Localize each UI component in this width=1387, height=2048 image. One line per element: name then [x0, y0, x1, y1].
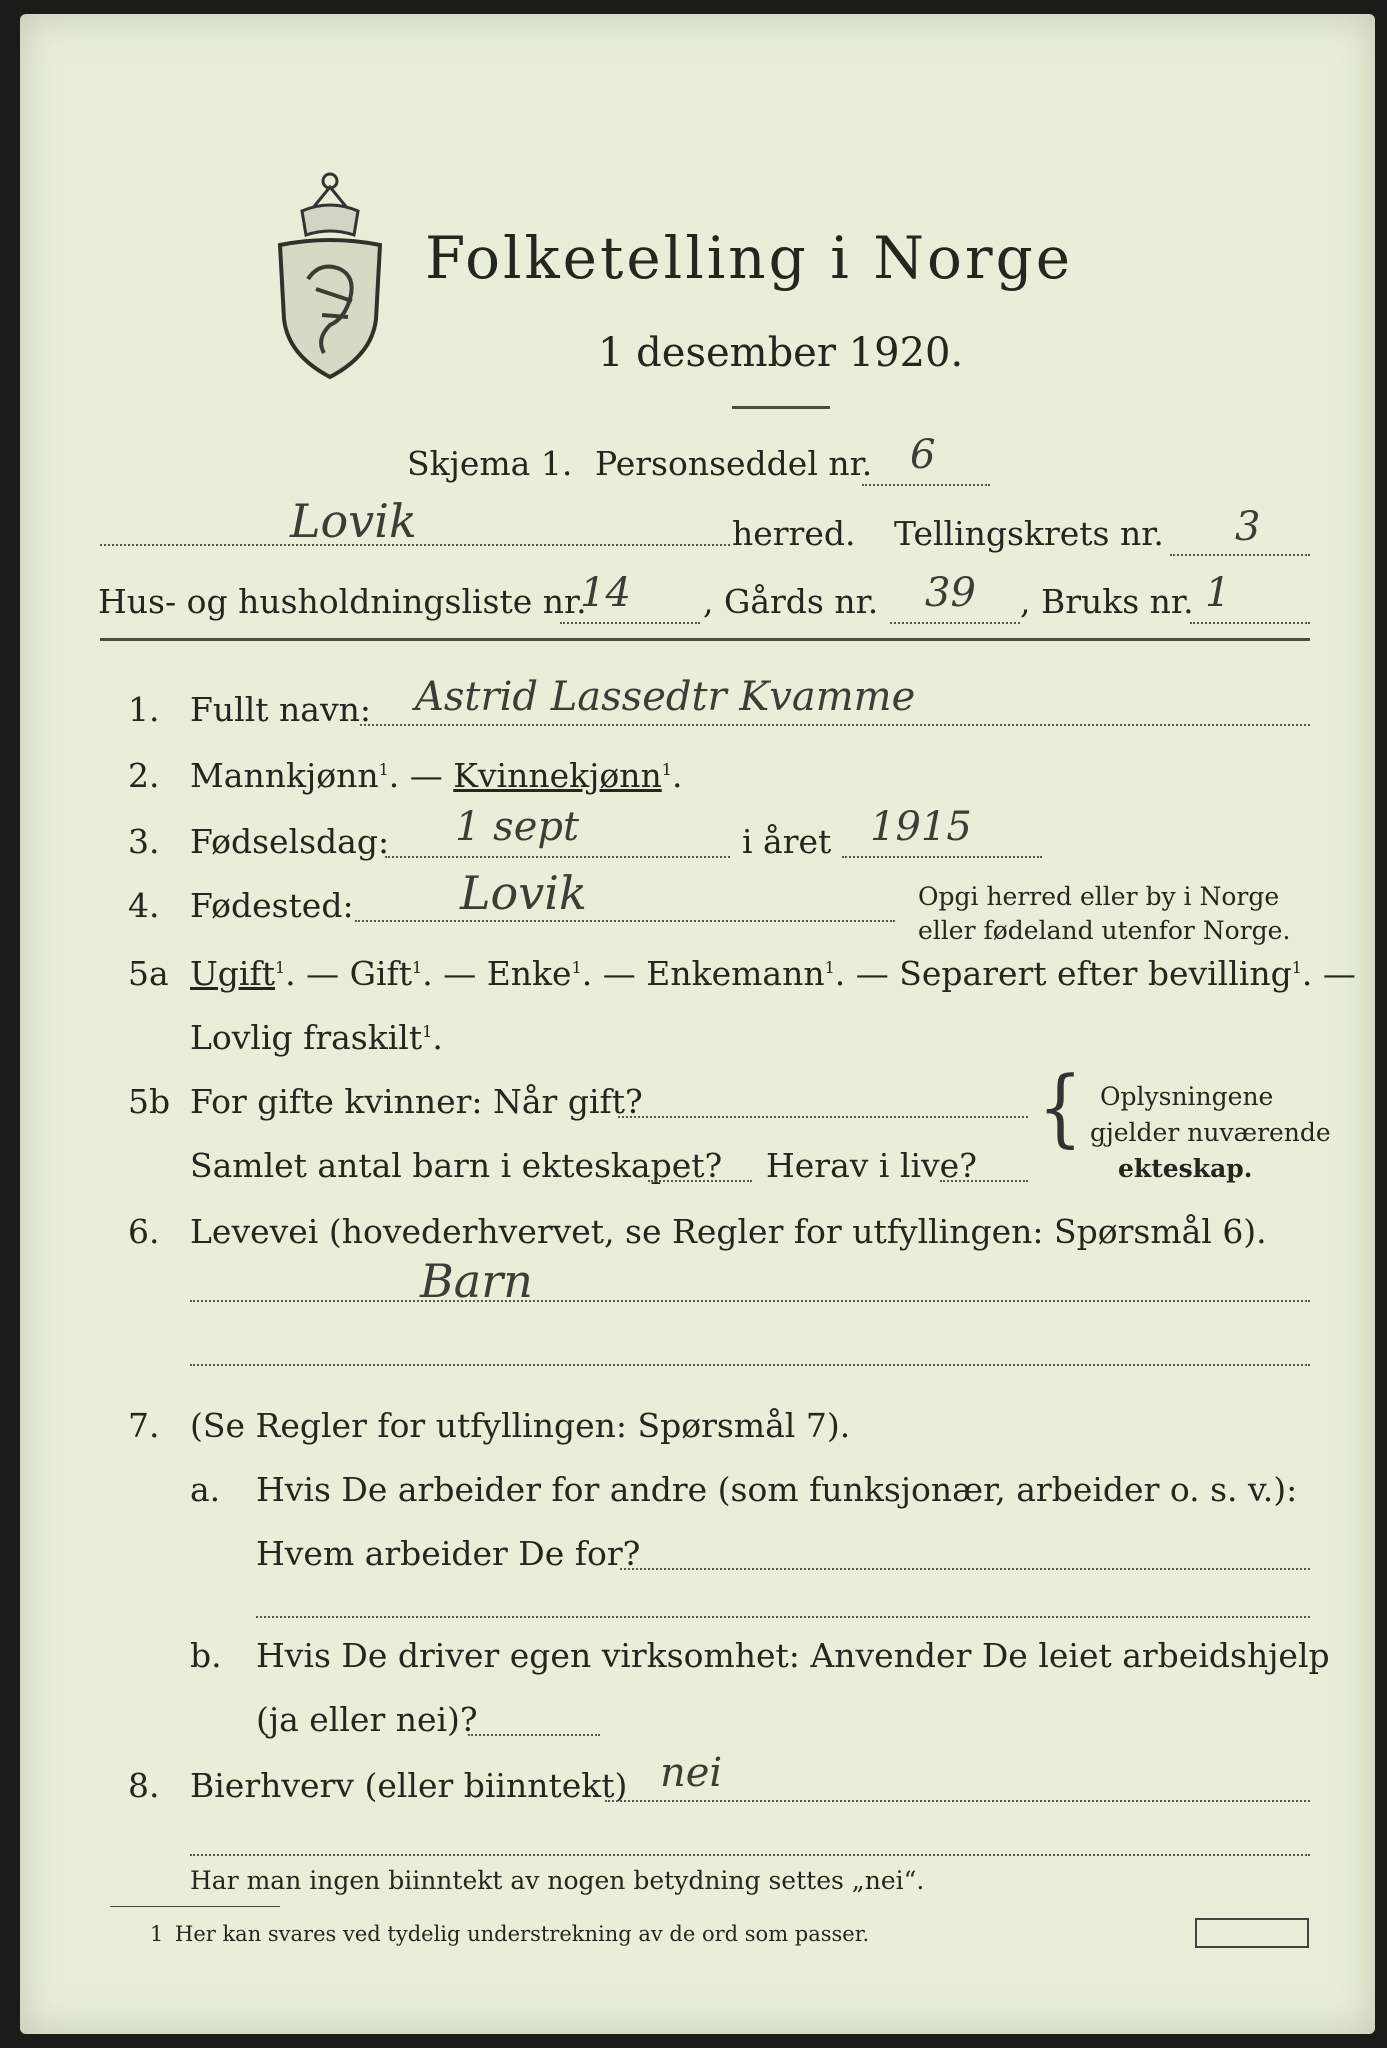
tellingskrets-label: Tellingskrets nr. [894, 514, 1164, 553]
q4-value[interactable]: Lovik [460, 866, 587, 920]
gards-line [890, 622, 1020, 624]
q7a-text-2: Hvem arbeider De for? [256, 1534, 641, 1573]
q5a-row-2: Lovlig fraskilt$^1$. [190, 1018, 443, 1057]
q4-label: Fødested: [190, 886, 354, 925]
husliste-line [560, 622, 700, 624]
title-divider [732, 406, 830, 409]
personseddel-value[interactable]: 6 [910, 432, 936, 478]
gards-label: , Gårds nr. [703, 582, 879, 621]
q7-number: 7. [128, 1406, 160, 1445]
q5b-note-2: gjelder nuværende [1090, 1118, 1331, 1147]
q5b-label-1: For gifte kvinner: Når gift? [190, 1082, 643, 1121]
q2-number: 2. [128, 756, 160, 795]
q5b-line-1 [618, 1116, 1028, 1118]
q3-year-line [842, 856, 1042, 858]
footer-note: Har man ingen biinntekt av nogen betydning settes „nei“. [190, 1866, 925, 1895]
q1-value[interactable]: Astrid Lassedtr Kvamme [415, 674, 916, 720]
personseddel-line [862, 484, 990, 486]
q3-label: Fødselsdag: [190, 822, 390, 861]
bruks-line [1190, 622, 1310, 624]
q5a-number: 5a [128, 954, 169, 993]
q7b-letter: b. [190, 1636, 222, 1675]
form-title: Folketelling i Norge [425, 224, 1074, 292]
herred-label: herred. [732, 514, 856, 553]
q3-year-label: i året [742, 822, 832, 861]
q8-number: 8. [128, 1766, 160, 1805]
q6-value[interactable]: Barn [420, 1254, 533, 1308]
bruks-value[interactable]: 1 [1205, 570, 1231, 616]
census-form [20, 14, 1375, 2034]
q5b-brace: { [1038, 1057, 1083, 1157]
q5b-label-2: Samlet antal barn i ekteskapet? [190, 1146, 723, 1185]
q2-kvinne[interactable]: Kvinnekjønn [453, 756, 662, 795]
q2-mann[interactable]: Mannkjønn [190, 756, 379, 795]
q6-label: Levevei (hovederhvervet, se Regler for utfyllingen: Spørsmål 6). [190, 1212, 1267, 1251]
census-date: 1 desember 1920. [598, 330, 964, 376]
q2-row: Mannkjønn$^1$. — Kvinnekjønn$^1$. [190, 756, 683, 795]
q7-label: (Se Regler for utfyllingen: Spørsmål 7). [190, 1406, 851, 1445]
q6-number: 6. [128, 1212, 160, 1251]
q5a-enke[interactable]: Enke [486, 954, 572, 993]
husliste-label: Hus- og husholdningsliste nr. [98, 582, 587, 621]
q4-note-1: Opgi herred eller by i Norge [918, 882, 1280, 911]
q5b-line-3 [940, 1180, 1028, 1182]
herred-line [100, 544, 730, 546]
q5b-note-3: ekteskap. [1118, 1154, 1253, 1183]
q6-line-1 [190, 1300, 1310, 1302]
q8-line-2 [190, 1854, 1310, 1856]
herred-value[interactable]: Lovik [290, 494, 417, 548]
husliste-value[interactable]: 14 [580, 570, 631, 616]
q5b-number: 5b [128, 1082, 171, 1121]
q7b-text-1: Hvis De driver egen virksomhet: Anvender De leiet arbeidshjelp [256, 1636, 1330, 1675]
q5a-separert[interactable]: Separert efter bevilling [899, 954, 1292, 993]
q1-label: Fullt navn: [190, 690, 371, 729]
footnote-rule [110, 1906, 280, 1907]
q5b-note-1: Oplysningene [1100, 1082, 1274, 1111]
q5b-label-3: Herav i live? [766, 1146, 977, 1185]
q4-note-2: eller fødeland utenfor Norge. [918, 916, 1291, 945]
personseddel-label: Personseddel nr. [595, 444, 873, 483]
q5a-enkemann[interactable]: Enkemann [646, 954, 825, 993]
q5a-fraskilt[interactable]: Lovlig fraskilt [190, 1018, 423, 1057]
q3-number: 3. [128, 822, 160, 861]
q5a-gift[interactable]: Gift [349, 954, 413, 993]
q4-line [355, 920, 895, 922]
footnote-text: Her kan svares ved tydelig understrekning av de ord som passer. [175, 1922, 870, 1946]
gards-value[interactable]: 39 [925, 570, 976, 616]
footnote-mark: 1 [150, 1922, 164, 1946]
q7a-line-1 [620, 1568, 1310, 1570]
q3-line [385, 856, 730, 858]
q8-label: Bierhverv (eller biinntekt) [190, 1766, 628, 1805]
q1-line [360, 724, 1310, 726]
q1-number: 1. [128, 690, 160, 729]
tellingskrets-value[interactable]: 3 [1235, 504, 1261, 550]
tellingskrets-line [1170, 554, 1310, 556]
q5a-ugift[interactable]: Ugift [190, 954, 275, 993]
q8-value[interactable]: nei [660, 1750, 723, 1796]
header-rule [100, 638, 1310, 641]
q3-year-value[interactable]: 1915 [870, 804, 972, 850]
q2-dash: — [409, 756, 443, 795]
bruks-label: , Bruks nr. [1020, 582, 1194, 621]
q7a-line-2 [256, 1616, 1310, 1618]
q3-value[interactable]: 1 sept [455, 804, 580, 850]
q5a-row: Ugift$^1$. — Gift$^1$. — Enke$^1$. — Enkemann$^1$. — Separert efter bevilling$^1$. — [190, 954, 1356, 993]
coat-of-arms-icon [260, 169, 400, 384]
q6-line-2 [190, 1364, 1310, 1366]
skjema-label: Skjema 1. [407, 444, 573, 483]
q8-line-1 [605, 1800, 1310, 1802]
q5b-line-2 [648, 1180, 752, 1182]
q4-number: 4. [128, 886, 160, 925]
q7b-line [468, 1734, 600, 1736]
printer-stamp [1195, 1918, 1309, 1948]
q7a-text-1: Hvis De arbeider for andre (som funksjonær, arbeider o. s. v.): [256, 1470, 1298, 1509]
q7b-text-2: (ja eller nei)? [256, 1700, 478, 1739]
q7a-letter: a. [190, 1470, 221, 1509]
